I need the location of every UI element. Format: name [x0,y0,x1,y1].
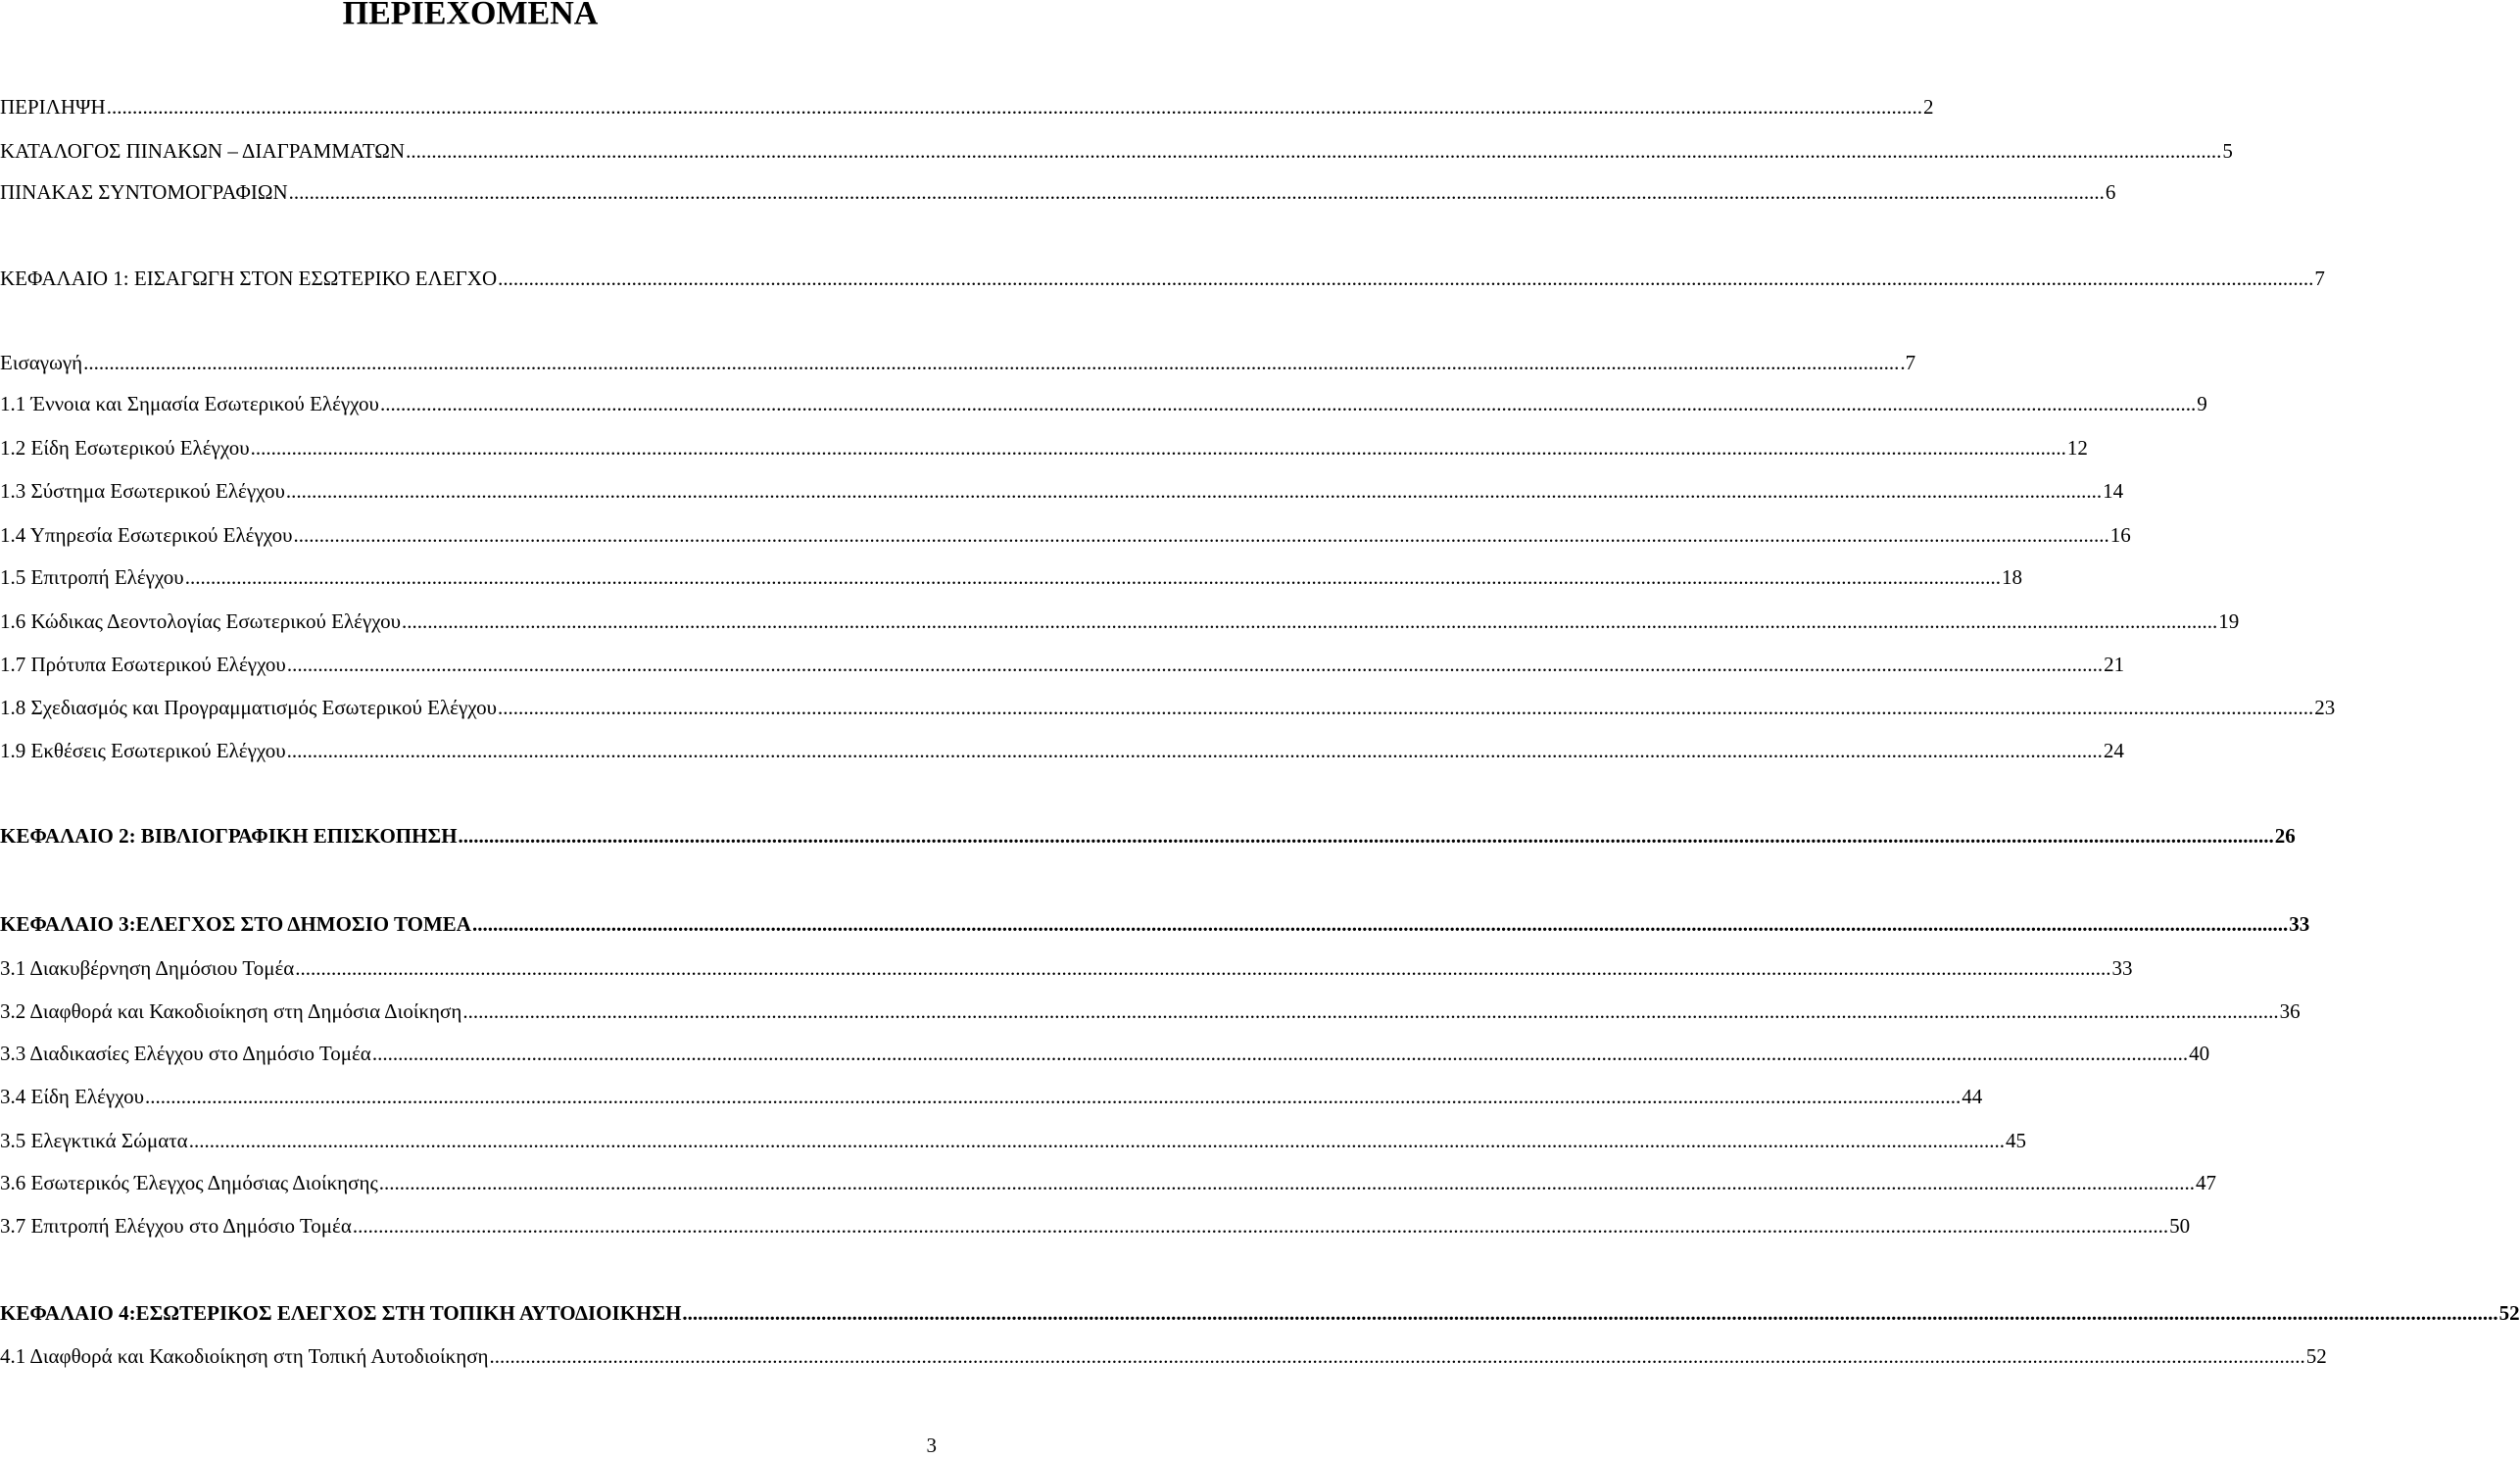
toc-entry-label: 1.5 Επιτροπή Ελέγχου [0,565,184,589]
toc-entry-1-8[interactable] [0,693,2336,722]
toc-leader-dots [185,562,2001,592]
toc-entry-tables-list[interactable] [0,136,2233,166]
toc-leader-dots [107,92,1922,122]
toc-entry-page: 14 [2103,479,2124,503]
toc-entry-label: 3.6 Εσωτερικός Έλεγχος Δημόσιας Διοίκησης [0,1171,378,1194]
toc-entry-label: 1.1 Έννοια και Σημασία Εσωτερικού Ελέγχου [0,392,379,415]
toc-leader-dots [286,476,2102,506]
toc-entry-label: ΚΕΦΑΛΑΙΟ 1: ΕΙΣΑΓΩΓΗ ΣΤΟΝ ΕΣΩΤΕΡΙΚΟ ΕΛΕΓΧΟ [0,267,498,290]
toc-leader-dots [380,389,2196,418]
toc-entry-label: 1.8 Σχεδιασμός και Προγραμματισμός Εσωτερικού Ελέγχου [0,696,498,719]
toc-entry-page: 33 [2111,956,2133,980]
toc-leader-dots [145,1082,1961,1111]
toc-entry-page: 33 [2289,912,2310,936]
toc-entry-page: 50 [2169,1214,2191,1238]
footer-page-number: 3 [926,1434,937,1457]
toc-entry-label: 3.2 Διαφθορά και Κακοδιοίκηση στη Δημόσια Διοίκηση [0,999,462,1023]
toc-entry-3-6[interactable] [0,1168,2217,1197]
toc-entry-label: ΚΕΦΑΛΑΙΟ 4:ΕΣΩΤΕΡΙΚΟΣ ΕΛΕΓΧΟΣ ΣΤΗ ΤΟΠΙΚΗ ΑΥΤΟΔΙΟΙΚΗΣΗ [0,1301,682,1325]
toc-entry-1-3[interactable] [0,476,2124,506]
toc-leader-dots [295,953,2110,983]
toc-leader-dots [459,821,2274,851]
toc-entry-label: ΚΕΦΑΛΑΙΟ 2: ΒΙΒΛΙΟΓΡΑΦΙΚΗ ΕΠΙΣΚΟΠΗΣΗ [0,824,458,848]
toc-entry-label: 1.9 Εκθέσεις Εσωτερικού Ελέγχου [0,739,286,762]
toc-leader-dots [289,177,2105,207]
toc-leader-dots [287,736,2103,765]
toc-leader-dots [498,264,2313,293]
toc-entry-page: 19 [2218,609,2240,633]
toc-entry-label: 3.7 Επιτροπή Ελέγχου στο Δημόσιο Τομέα [0,1214,352,1238]
toc-entry-3-5[interactable] [0,1126,2026,1155]
toc-entry-label: 4.1 Διαφθορά και Κακοδιοίκηση στη Τοπική Αυτοδιοίκηση [0,1344,489,1368]
toc-entry-page: 26 [2274,824,2296,848]
toc-entry-3-4[interactable] [0,1082,1983,1111]
toc-entry-page: 2 [1922,95,1934,119]
toc-entry-label: 1.4 Υπηρεσία Εσωτερικού Ελέγχου [0,523,293,547]
toc-entry-chapter-3[interactable] [0,909,2310,939]
toc-leader-dots [372,1039,2188,1068]
toc-entry-3-1[interactable] [0,953,2133,983]
toc-leader-dots [402,607,2217,636]
toc-entry-label: Εισαγωγή [0,351,83,374]
toc-entry-3-7[interactable] [0,1211,2191,1240]
toc-entry-page: 9 [2197,392,2207,415]
toc-entry-1-9[interactable] [0,736,2124,765]
toc-entry-label: ΠΙΝΑΚΑΣ ΣΥΝΤΟΜΟΓΡΑΦΙΩΝ [0,180,288,204]
toc-entry-label: ΚΑΤΑΛΟΓΟΣ ΠΙΝΑΚΩΝ – ΔΙΑΓΡΑΜΜΑΤΩΝ [0,139,406,163]
toc-entry-page: 44 [1962,1085,1983,1108]
toc-entry-chapter-4[interactable] [0,1298,2520,1328]
toc-entry-chapter-1[interactable] [0,264,2325,293]
toc-entry-1-5[interactable] [0,562,2022,592]
toc-entry-page: 16 [2109,523,2131,547]
toc-entry-page: 40 [2189,1042,2210,1065]
toc-leader-dots [490,1341,2305,1371]
toc-entry-label: 1.2 Είδη Εσωτερικού Ελέγχου [0,436,250,460]
toc-entry-page: 47 [2196,1171,2217,1194]
toc-entry-1-6[interactable] [0,607,2240,636]
toc-entry-page: .7 [1900,351,1916,374]
toc-entry-1-7[interactable] [0,650,2125,679]
toc-entry-chapter-2[interactable] [0,821,2296,851]
toc-entry-page: 52 [2305,1344,2327,1368]
toc-entry-1-4[interactable] [0,520,2131,550]
toc-leader-dots [83,348,1899,377]
toc-entry-summary[interactable] [0,92,1934,122]
toc-leader-dots [293,520,2108,550]
toc-leader-dots [498,693,2313,722]
toc-entry-page: 6 [2105,180,2116,204]
toc-entry-1-1[interactable] [0,389,2207,418]
toc-entry-label: ΠΕΡΙΛΗΨΗ [0,95,106,119]
toc-leader-dots [353,1211,2168,1240]
toc-leader-dots [251,433,2066,462]
toc-entry-4-1[interactable] [0,1341,2327,1371]
toc-entry-1-2[interactable] [0,433,2088,462]
toc-entry-label: 3.3 Διαδικασίες Ελέγχου στο Δημόσιο Τομέα [0,1042,371,1065]
toc-entry-page: 36 [2279,999,2301,1023]
toc-entry-page: 18 [2001,565,2022,589]
toc-entry-page: 12 [2066,436,2088,460]
toc-entry-page: 45 [2005,1129,2026,1152]
toc-leader-dots [462,997,2278,1026]
toc-leader-dots [472,909,2288,939]
toc-leader-dots [682,1298,2497,1328]
toc-entry-page: 23 [2314,696,2336,719]
toc-entry-label: 3.5 Ελεγκτικά Σώματα [0,1129,188,1152]
toc-entry-label: 1.7 Πρότυπα Εσωτερικού Ελέγχου [0,653,286,676]
toc-entry-label: 3.4 Είδη Ελέγχου [0,1085,144,1108]
toc-entry-label: 3.1 Διακυβέρνηση Δημόσιου Τομέα [0,956,295,980]
toc-entry-page: 24 [2103,739,2124,762]
toc-leader-dots [287,650,2103,679]
toc-leader-dots [406,136,2221,166]
toc-entry-page: 21 [2104,653,2125,676]
toc-entry-page: 5 [2222,139,2233,163]
toc-leader-dots [189,1126,2005,1155]
page-title: ΠΕΡΙΕΧΟΜΕΝΑ [342,0,599,31]
toc-entry-3-2[interactable] [0,997,2301,1026]
toc-entry-abbreviations[interactable] [0,177,2116,207]
toc-entry-label: 1.6 Κώδικας Δεοντολογίας Εσωτερικού Ελέγχου [0,609,401,633]
toc-leader-dots [379,1168,2195,1197]
toc-entry-label: ΚΕΦΑΛΑΙΟ 3:ΕΛΕΓΧΟΣ ΣΤΟ ΔΗΜΟΣΙΟ ΤΟΜΕΑ [0,912,471,936]
toc-entry-3-3[interactable] [0,1039,2210,1068]
toc-entry-page: 7 [2314,267,2325,290]
toc-entry-label: 1.3 Σύστημα Εσωτερικού Ελέγχου [0,479,285,503]
toc-entry-page: 52 [2498,1301,2520,1325]
toc-entry-introduction[interactable] [0,348,1916,377]
